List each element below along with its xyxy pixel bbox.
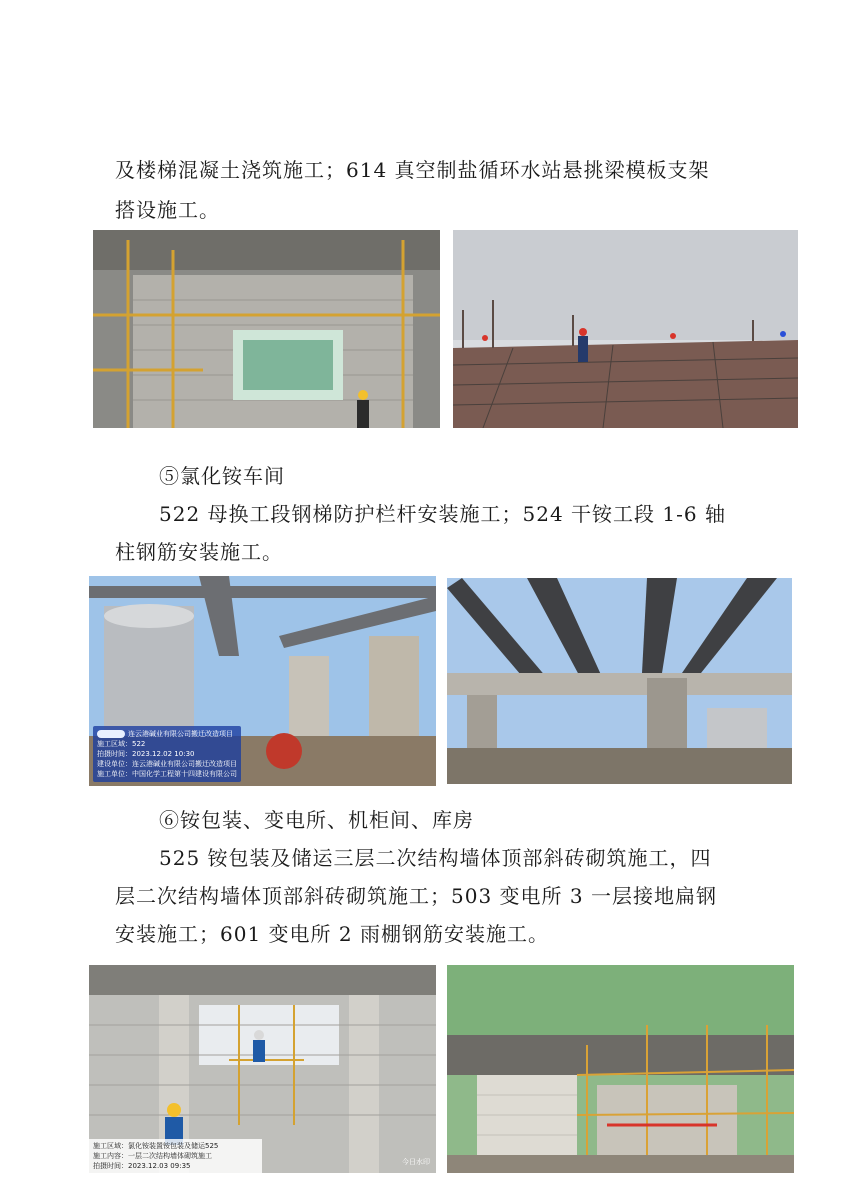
photo-stamp [93,726,241,782]
construction-photo-rebar-deck [453,230,798,428]
construction-photo-interior-wall [89,965,436,1173]
paragraph-line: 及楼梯混凝土浇筑施工；614 真空制盐循环水站悬挑梁模板支架 [115,158,710,182]
stamp-time: 拍摄时间：2023.12.02 10:30 [97,750,195,758]
construction-photo-exterior-scaffold [447,965,794,1173]
stamp-contractor: 施工单位：中国化学工程第十四建设有限公司 [97,770,237,778]
stamp-time: 拍摄时间：2023.12.03 09:35 [93,1162,191,1170]
stamp-company: 连云港碱业有限公司搬迁改造项目 [128,730,233,738]
construction-photo-brick-wall [93,230,440,428]
watermark-label: 今日水印 [402,1158,430,1166]
construction-photo-steel-tanks [89,576,436,786]
section-heading: ⑤氯化铵车间 [159,464,285,488]
paragraph-line: 层二次结构墙体顶部斜砖砌筑施工；503 变电所 3 一层接地扁钢 [115,884,717,908]
paragraph-line: 安装施工；601 变电所 2 雨棚钢筋安装施工。 [115,922,549,946]
photo-stamp [89,1139,262,1173]
stamp-builder: 建设单位：连云港碱业有限公司搬迁改造项目 [97,760,237,768]
section-heading: ⑥铵包装、变电所、机柜间、库房 [159,808,474,832]
stamp-area: 施工区域：氯化铵装置铵包装及储运525 [93,1142,219,1150]
paragraph-line: 525 铵包装及储运三层二次结构墙体顶部斜砖砌筑施工，四 [159,846,712,870]
construction-photo-concrete-beams [447,578,792,784]
paragraph-line: 柱钢筋安装施工。 [115,540,283,564]
paragraph-line: 搭设施工。 [115,198,220,222]
stamp-area: 施工区域：522 [97,740,146,748]
company-logo [97,730,125,738]
paragraph-line: 522 母换工段钢梯防护栏杆安装施工；524 干铵工段 1-6 轴 [159,502,726,526]
stamp-content: 施工内容：一层二次结构墙体砌筑施工 [93,1152,212,1160]
